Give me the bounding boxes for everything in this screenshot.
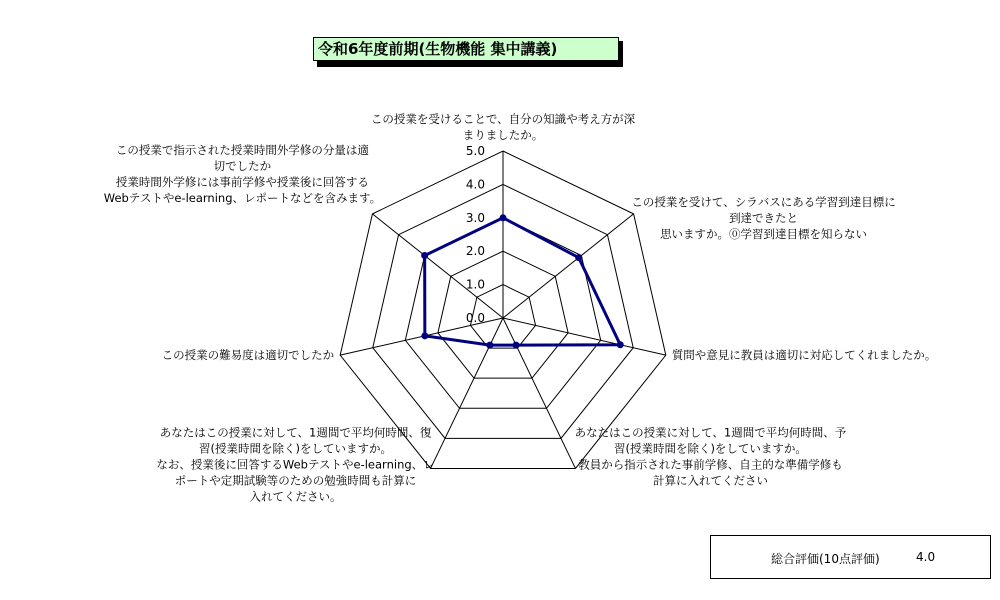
axis-label: この授業で指示された授業時間外学修の分量は適切でしたか授業時間外学修には事前学修や授業後に回答する Webテストやe-learning、レポートなどを含みます。 (103, 142, 382, 205)
axis-label: この授業を受けることで、自分の知識や考え方が深まりましたか。 (370, 112, 636, 142)
tick-label: 4.0 (465, 177, 485, 192)
tick-label: 5.0 (465, 144, 485, 158)
radar-series (421, 214, 624, 348)
data-point (421, 252, 428, 259)
tick-label: 1.0 (465, 277, 485, 292)
series-line (425, 218, 621, 345)
axis-label: この授業の難易度は適切でしたか (161, 348, 335, 363)
axis-label: この授業を受けて、シラバスにある学習到達目標に到達できたと思いますか。⓪学習到達目標を知らない (631, 194, 896, 241)
data-point (486, 342, 493, 349)
grid-spoke (503, 318, 666, 355)
radar-grid (340, 151, 666, 468)
grid-spoke (503, 318, 575, 468)
summary-box (710, 535, 991, 579)
data-point (513, 342, 520, 349)
tick-label: 3.0 (465, 210, 485, 225)
grid-spoke (372, 214, 503, 318)
axis-label: あなたはこの授業に対して、1週間で平均何時間、復習(授業時間を除く)をしていますか。なお、授業後に回答するWebテストやe-learning、レポートや定期試験等のための勉強時間も計算に入れてください。 (156, 425, 435, 504)
data-point (617, 341, 624, 348)
data-point (575, 254, 582, 261)
axis-label: あなたはこの授業に対して、1週間で平均何時間、予習(授業時間を除く)をしていますか。教員から指示された事前学修、自主的な準備学修も計算に入れてください (574, 425, 847, 488)
axis-label: 質問や意見に教員は適切に対応してくれましたか。 (671, 348, 937, 363)
page-title: 令和6年度前期(生物機能 集中講義) (313, 37, 619, 61)
tick-label: 2.0 (465, 244, 485, 259)
data-point (421, 332, 428, 339)
data-point (500, 214, 507, 221)
tick-label: 0.0 (465, 311, 485, 325)
radar-axis-labels (104, 112, 937, 503)
summary-value: 4.0 (916, 550, 936, 564)
summary-label: 総合評価(10点評価) (771, 552, 880, 566)
